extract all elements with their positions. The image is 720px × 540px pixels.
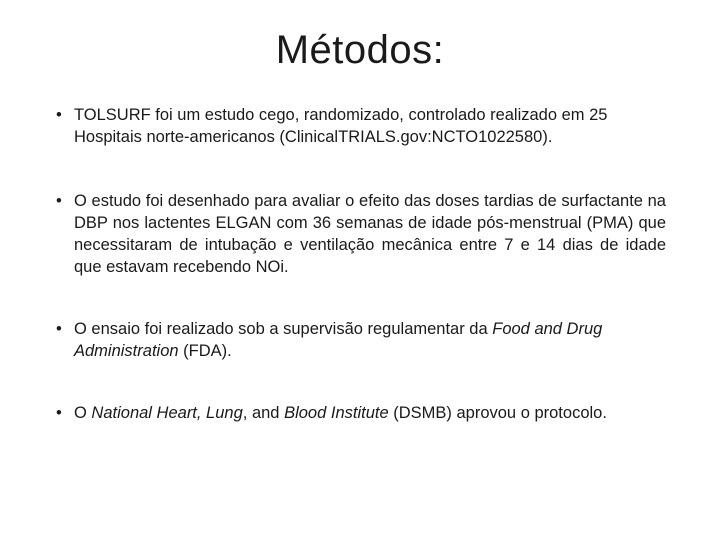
bullet-item-hospitals bbox=[56, 104, 666, 148]
bullet-text-segment-italic: Food and Drug Administration bbox=[74, 320, 603, 360]
bullet-text-segment: TOLSURF foi um estudo cego, randomizado, controlado realizado em 25 Hospitais norte-americanos (Clinical bbox=[74, 106, 608, 146]
bullet-item-dsmb bbox=[56, 402, 666, 424]
bullet-text-segment: O ensaio foi realizado sob a supervisão regulamentar da bbox=[74, 320, 493, 338]
bullet-dot: • bbox=[56, 106, 62, 124]
bullet-dot: • bbox=[56, 404, 62, 422]
bullet-dot: • bbox=[56, 192, 62, 210]
bullet-text: O estudo foi desenhado para avaliar o efeito das doses tardias de surfactante na DBP nos lactentes ELGAN com 36 semanas de idade pós-menstrual (PMA) que necessitaram de intubação e ventilação mecânica entre 7 e 14 dias de idade que estavam recebendo NOi. bbox=[74, 192, 666, 276]
bullet-text bbox=[74, 106, 607, 146]
bullet-text bbox=[74, 320, 602, 360]
slide-title: Métodos: bbox=[275, 28, 445, 72]
bullet-text-segment: O bbox=[74, 404, 92, 422]
bullet-text-segment-italic: National Heart, Lung bbox=[91, 404, 243, 422]
bullet-item-fda bbox=[56, 318, 666, 362]
bullet-text bbox=[74, 404, 607, 422]
bullet-text-segment-italic: Blood Institute bbox=[284, 404, 389, 422]
bullet-dot: • bbox=[56, 320, 62, 338]
bullet-item-study-design bbox=[56, 190, 666, 278]
bullet-text-segment: TRIALS.gov:NCTO1022580). bbox=[338, 128, 553, 146]
bullet-text-segment: , and bbox=[242, 404, 285, 422]
bullet-text-segment: (DSMB) aprovou o protocolo. bbox=[388, 404, 607, 422]
bullet-text-segment: (FDA). bbox=[178, 342, 232, 360]
